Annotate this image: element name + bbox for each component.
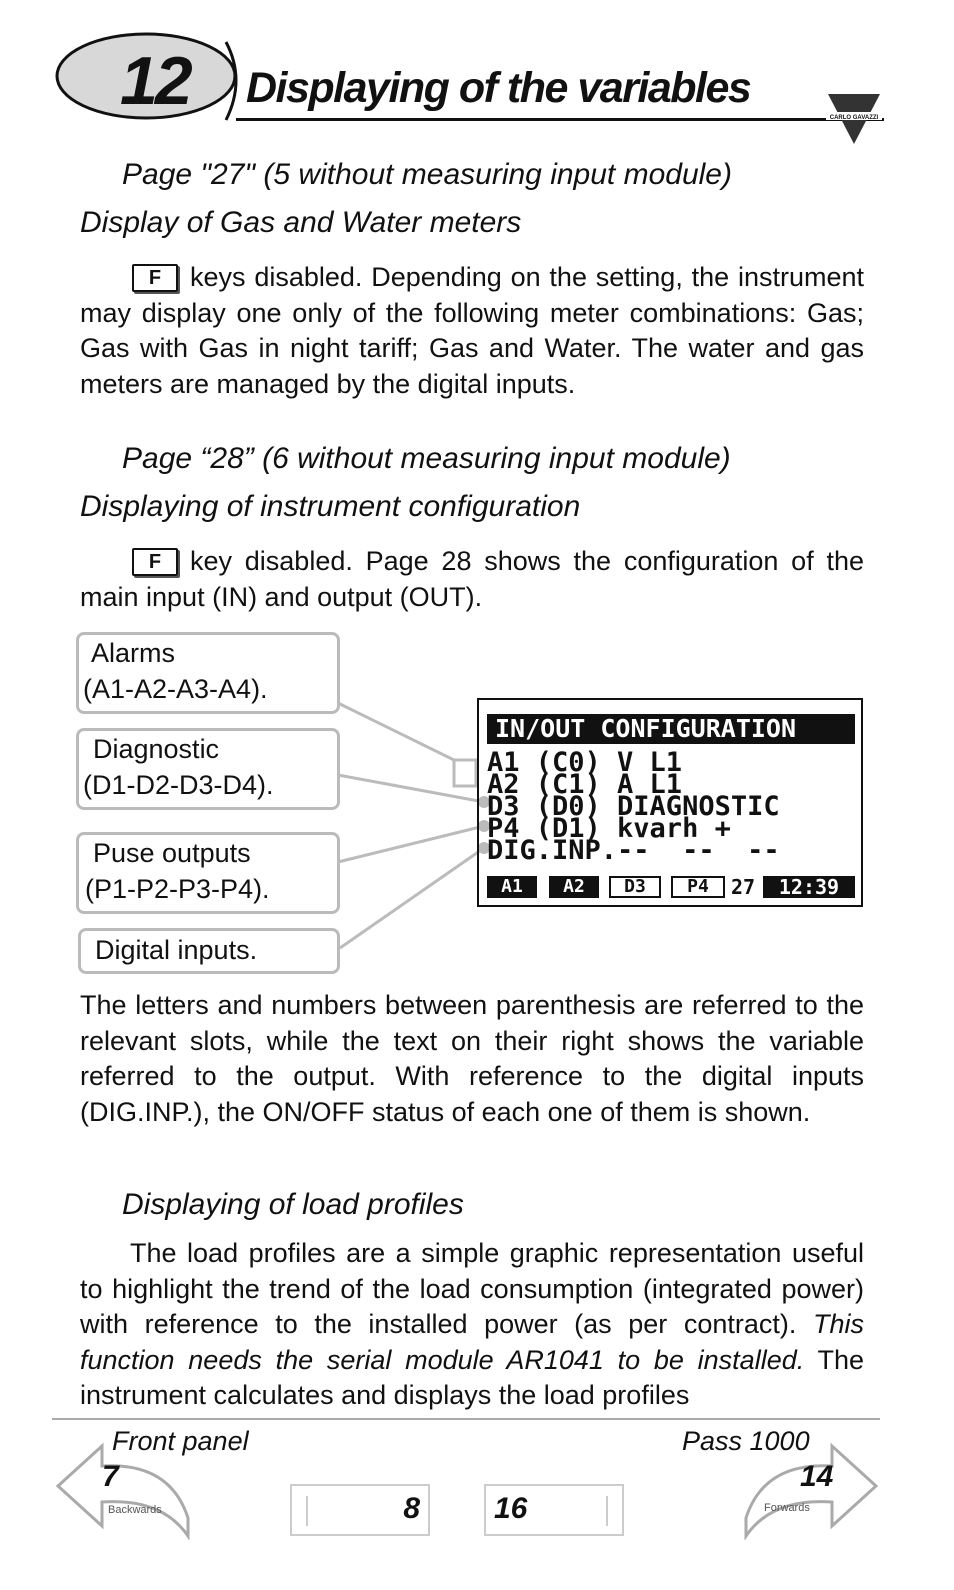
lcd-title: IN/OUT CONFIGURATION: [487, 714, 855, 744]
explanation-paragraph: The letters and numbers between parenthesis are referred to the relevant slots, while the text on their right shows the variable referred to the output. With reference to the digital inputs (DIG.INP.), the ON/OFF status of each one of them is shown.: [80, 990, 864, 1127]
section3-body-1: The load profiles are a simple graphic representation useful to highlight the trend of the load consumption (integrated power) with reference to the installed power (as per contract).: [80, 1238, 864, 1339]
f-key-icon: F: [132, 548, 178, 576]
section3-heading: Displaying of load profiles: [122, 1188, 464, 1221]
callout-pulse-title: Puse outputs: [93, 838, 251, 868]
section2-subheading: Displaying of instrument configuration: [80, 490, 581, 523]
section3-body-2: The instrument calculates and displays the load profiles: [80, 1344, 865, 1410]
lcd-row: DIG.INP.-- -- --: [487, 835, 780, 866]
lcd-tag-p4: P4: [671, 876, 725, 898]
callout-alarms-range: (A1-A2-A3-A4).: [83, 674, 268, 704]
chapter-title: Displaying of the variables: [246, 64, 751, 112]
current-page-number: 8: [403, 1492, 420, 1525]
lcd-tag-a1: A1: [487, 876, 537, 898]
callout-digital-title: Digital inputs.: [95, 935, 258, 965]
footer-right-label: Pass 1000: [682, 1426, 810, 1456]
total-pages-box: [484, 1484, 624, 1536]
logo-text: CARLO GAVAZZI: [829, 115, 879, 121]
lcd-display: [477, 698, 863, 907]
footer-left-label: Front panel: [112, 1426, 249, 1456]
section2-body: key disabled. Page 28 shows the configuration of the main input (IN) and output (OUT).: [80, 546, 864, 612]
callout-pulse-outputs: [76, 832, 340, 914]
forwards-button[interactable]: [742, 1440, 882, 1540]
callout-pulse-range: (P1-P2-P3-P4).: [85, 874, 270, 904]
lcd-row: A1 (C0) V L1: [487, 747, 683, 778]
back-arrow-icon: [52, 1440, 192, 1540]
lcd-clock: 12:39: [763, 876, 855, 898]
back-label: Backwards: [108, 1504, 162, 1516]
section2-page-heading: Page “28” (6 without measuring input module): [122, 442, 731, 475]
callout-diagnostic-range: (D1-D2-D3-D4).: [83, 770, 274, 800]
section1-page-heading: Page "27" (5 without measuring input module): [122, 158, 732, 191]
backwards-button[interactable]: [52, 1440, 192, 1540]
current-page-box: [290, 1484, 430, 1536]
section3-paragraph: [80, 1236, 864, 1414]
section1-body: keys disabled. Depending on the setting, the instrument may display one only of the following meter combinations: Gas; Gas with Gas in night tariff; Gas and Water. The water and gas meters are managed by the digital inputs.: [80, 262, 864, 399]
callout-diagnostic: [76, 728, 340, 810]
chapter-number: 12: [120, 43, 190, 119]
lcd-page-number: 27: [730, 875, 756, 899]
callout-digital-inputs: [78, 928, 340, 974]
f-key-icon: F: [132, 264, 178, 292]
back-page-number: 7: [102, 1460, 119, 1493]
total-pages-number: 16: [494, 1492, 528, 1525]
section3-body-italic: This function needs the serial module AR1041 to be installed.: [80, 1309, 864, 1375]
forward-page-number: 14: [800, 1460, 834, 1493]
callout-alarms: [76, 632, 340, 714]
lcd-row: A2 (C1) A L1: [487, 769, 683, 800]
callout-alarms-title: Alarms: [91, 638, 176, 668]
lcd-row: D3 (D0) DIAGNOSTIC: [487, 791, 780, 822]
section1-subheading: Display of Gas and Water meters: [80, 206, 522, 239]
lcd-tag-a2: A2: [549, 876, 599, 898]
forward-label: Forwards: [764, 1502, 810, 1514]
footer-rule: [52, 1418, 880, 1420]
lcd-row: P4 (D1) kvarh +: [487, 813, 731, 844]
lcd-tag-d3: D3: [609, 876, 661, 898]
callout-diagnostic-title: Diagnostic: [93, 734, 220, 764]
